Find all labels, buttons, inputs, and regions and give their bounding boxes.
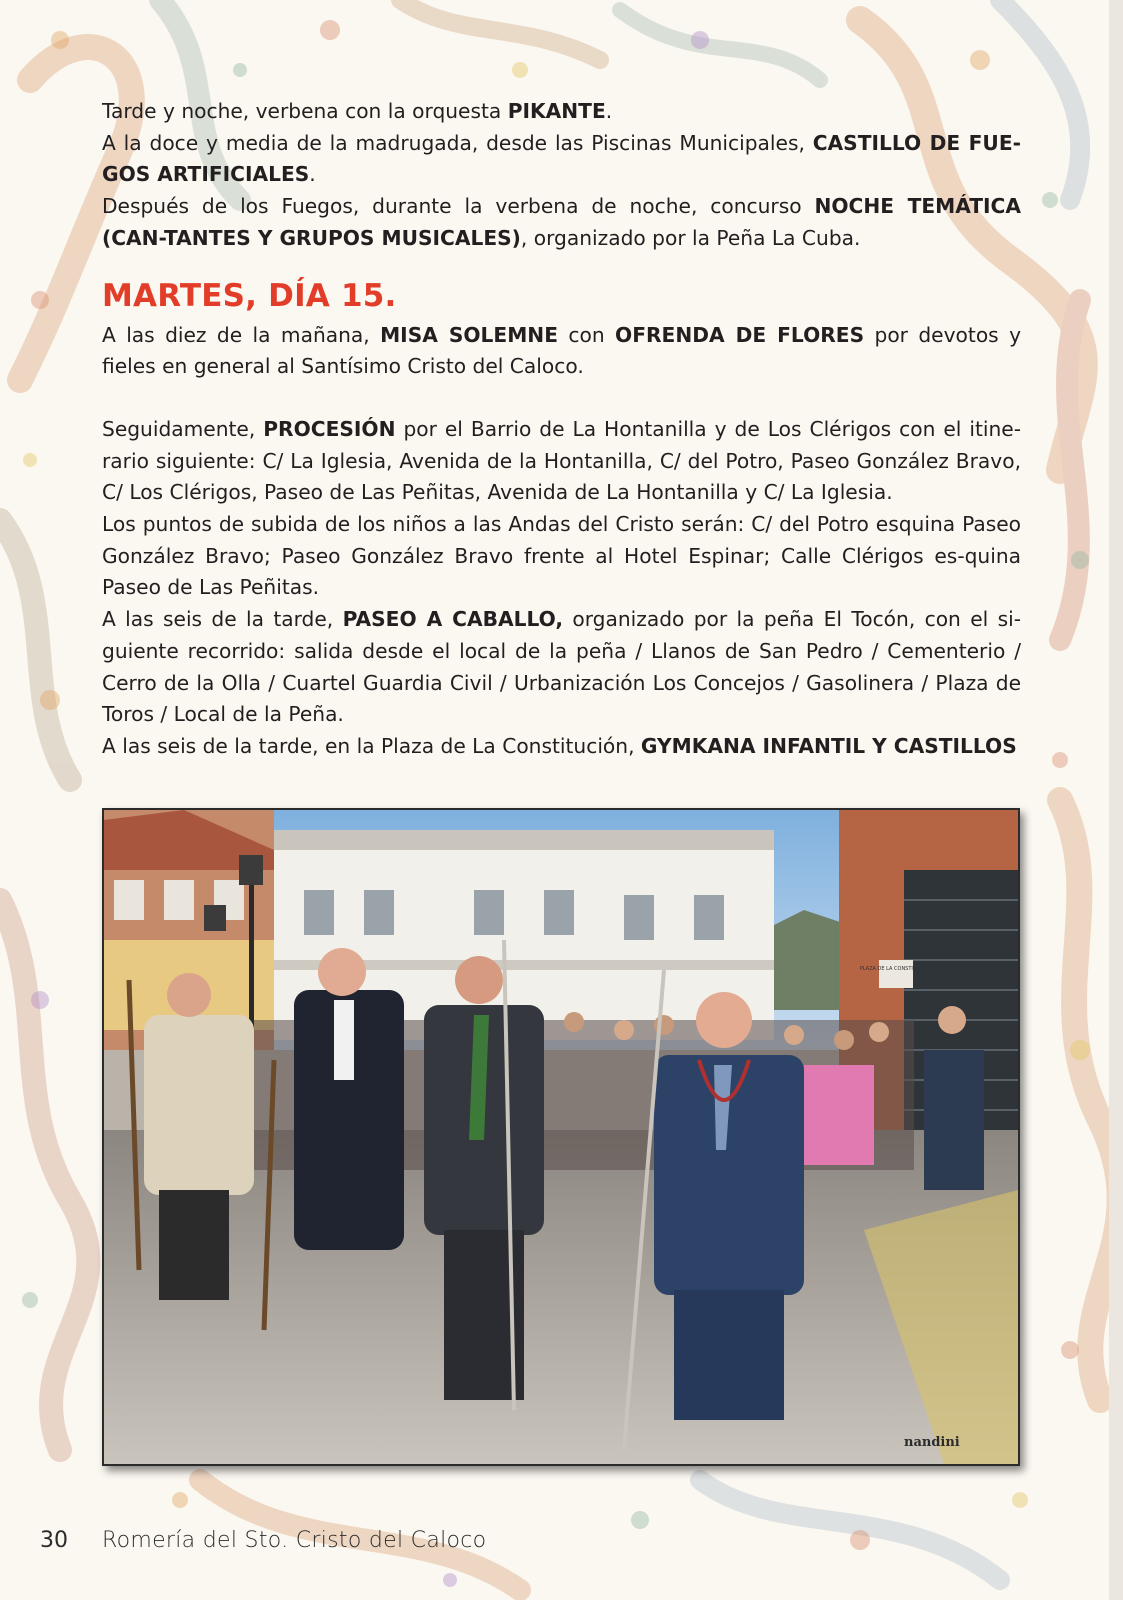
- text-run: Tarde y noche, verbena con la orquesta: [102, 99, 508, 123]
- day-heading: MARTES, DÍA 15.: [102, 277, 397, 314]
- paragraph: [102, 191, 1021, 254]
- bold-text: PIKANTE: [507, 99, 606, 123]
- article-body: [102, 96, 1021, 763]
- bold-text: PROCESIÓN: [263, 416, 396, 441]
- photo-watermark: nandini: [904, 1435, 960, 1450]
- bold-text: OFRENDA DE FLORES: [615, 322, 865, 347]
- bold-text: CASTILLO DE FUE-GOS ARTIFICIALES: [102, 130, 1021, 187]
- paragraph: [102, 509, 1021, 604]
- text-run: con: [558, 322, 616, 347]
- street-sign-text: PLAZA DE LA CONSTITUCION: [859, 966, 933, 972]
- paragraph: [102, 128, 1021, 191]
- text-run: .: [309, 162, 316, 187]
- text-run: Seguidamente,: [102, 416, 264, 441]
- text-run: A las diez de la mañana,: [102, 322, 381, 347]
- procession-photo-illustration: [104, 810, 1018, 1464]
- paragraph: [102, 414, 1021, 509]
- text-run: por el Barrio de La Hontanilla y de Los Clérigos con el itine-rario siguiente: C/ La Iglesia, Avenida de la Hontanilla, C/ del Potro, Paseo González Bravo, C/ Los Clérigos, Paseo de Las Peñitas, Avenida de La Hontanilla y C/ La Iglesia.: [102, 416, 1022, 505]
- procession-photo: [102, 808, 1020, 1466]
- text-run: A las seis de la tarde, en la Plaza de La Constitución,: [102, 733, 641, 758]
- text-run: A la doce y media de la madrugada, desde las Piscinas Municipales,: [102, 130, 813, 155]
- bold-text: GYMKANA INFANTIL Y CASTILLOS: [640, 733, 1017, 758]
- publication-title: Romería del Sto. Cristo del Caloco: [102, 1528, 487, 1553]
- paragraph-gap: [102, 383, 1021, 414]
- bold-text: PASEO A CABALLO,: [342, 607, 564, 632]
- text-run: A las seis de la tarde,: [102, 607, 343, 632]
- page-edge-strip: [1109, 0, 1123, 1600]
- text-run: .: [605, 99, 613, 123]
- text-run: por devotos y fieles en general al Santísimo Cristo del Caloco.: [102, 322, 1022, 379]
- paragraphs-bottom: [102, 414, 1021, 763]
- paragraph: [102, 604, 1021, 731]
- paragraphs-top: [102, 96, 1021, 255]
- paragraphs-mid: [102, 320, 1021, 383]
- text-run: Los puntos de subida de los niños a las Andas del Cristo serán: C/ del Potro esquina Paseo González Bravo; Paseo González Bravo frente al Hotel Espinar; Calle Clérigos es-quina Paseo de Las Peñitas.: [102, 512, 1021, 600]
- paragraph: [102, 731, 1021, 763]
- paragraph: [102, 96, 1021, 128]
- text-run: , organizado por la Peña La Cuba.: [520, 225, 861, 250]
- paragraph: [102, 320, 1021, 383]
- bold-text: MISA SOLEMNE: [380, 322, 558, 347]
- bold-text: NOCHE TEMÁTICA (CAN-TANTES Y GRUPOS MUSICALES): [102, 194, 1021, 250]
- page-number: 30: [40, 1528, 68, 1553]
- text-run: Después de los Fuegos, durante la verbena de noche, concurso: [102, 194, 815, 219]
- text-run: organizado por la peña El Tocón, con el si-guiente recorrido: salida desde el local de la peña / Llanos de San Pedro / Cementerio / Cerro de la Olla / Cuartel Guardia Civil / Urbanización Los Concejos / Gasolinera / Plaza de Toros / Local de la Peña.: [102, 607, 1021, 727]
